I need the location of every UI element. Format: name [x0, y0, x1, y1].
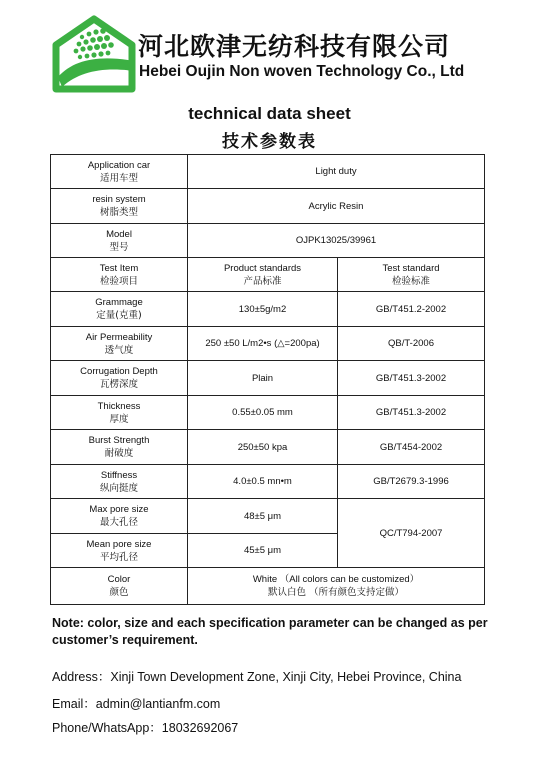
row-value: OJPK13025/39961 — [188, 224, 485, 258]
header-test-item: Test Item 检验项目 — [51, 258, 188, 292]
row-label: Thickness 厚度 — [51, 396, 188, 430]
row-value: Light duty — [188, 155, 485, 189]
company-name-cn: 河北欧津无纺科技有限公司 — [138, 32, 451, 61]
row-label: resin system 树脂类型 — [51, 189, 188, 224]
table-row — [51, 430, 485, 465]
table-row — [51, 292, 485, 327]
product-standard-cell: 250±50 kpa — [188, 430, 338, 465]
table-row — [51, 396, 485, 430]
row-label: Burst Strength 耐破度 — [51, 430, 188, 465]
product-standard-cell: 4.0±0.5 mn•m — [188, 465, 338, 499]
company-header — [0, 0, 539, 100]
contact-phone: Phone/WhatsApp：18032692067 — [52, 721, 239, 735]
row-value: Acrylic Resin — [188, 189, 485, 224]
row-label: Application car 适用车型 — [51, 155, 188, 189]
row-label: Stiffness 纵向挺度 — [51, 465, 188, 499]
table-row-model — [51, 224, 485, 258]
product-standard-cell: 45±5 μm — [188, 534, 338, 568]
page-title-en: technical data sheet — [188, 104, 351, 123]
header-test-standard: Test standard 检验标准 — [338, 258, 485, 292]
test-standard-cell: GB/T454-2002 — [338, 430, 485, 465]
row-label: Air Permeability 透气度 — [51, 327, 188, 361]
table-row-application — [51, 155, 485, 189]
table-row-color — [51, 568, 485, 605]
product-standard-cell: 48±5 μm — [188, 499, 338, 534]
table-row — [51, 361, 485, 396]
table-row-resin — [51, 189, 485, 224]
row-label: Corrugation Depth 瓦楞深度 — [51, 361, 188, 396]
contact-email: Email：admin@lantianfm.com — [52, 697, 221, 711]
row-label: Model 型号 — [51, 224, 188, 258]
company-name-en: Hebei Oujin Non woven Technology Co., Ltd — [139, 63, 465, 80]
table-row — [51, 465, 485, 499]
contact-address: Address：Xinji Town Development Zone, Xinji City, Hebei Province, China — [52, 670, 462, 684]
header-product-standards: Product standards 产品标准 — [188, 258, 338, 292]
test-standard-cell: GB/T451.3-2002 — [338, 396, 485, 430]
page-title-cn: 技术参数表 — [222, 132, 317, 152]
table-row — [51, 327, 485, 361]
test-standard-cell: QB/T-2006 — [338, 327, 485, 361]
product-standard-cell: 0.55±0.05 mm — [188, 396, 338, 430]
table-row-max-pore — [51, 499, 485, 534]
row-value: White （All colors can be customized） 默认白色 （所有颜色支持定做） — [188, 568, 485, 605]
table-header-row — [51, 258, 485, 292]
test-standard-cell: QC/T794-2007 — [338, 499, 485, 568]
test-standard-cell: GB/T2679.3-1996 — [338, 465, 485, 499]
row-label: Mean pore size 平均孔径 — [51, 534, 188, 568]
row-label: Grammage 定量(克重) — [51, 292, 188, 327]
row-label: Max pore size 最大孔径 — [51, 499, 188, 534]
test-standard-cell: GB/T451.2-2002 — [338, 292, 485, 327]
test-standard-cell: GB/T451.3-2002 — [338, 361, 485, 396]
customization-note: Note: color, size and each specification parameter can be changed as per customer’s requirement. — [52, 616, 488, 647]
product-standard-cell: Plain — [188, 361, 338, 396]
row-label: Color 颜色 — [51, 568, 188, 605]
spec-table — [50, 154, 485, 605]
company-logo-icon — [52, 15, 136, 99]
product-standard-cell: 250 ±50 L/m2•s (△=200pa) — [188, 327, 338, 361]
product-standard-cell: 130±5g/m2 — [188, 292, 338, 327]
